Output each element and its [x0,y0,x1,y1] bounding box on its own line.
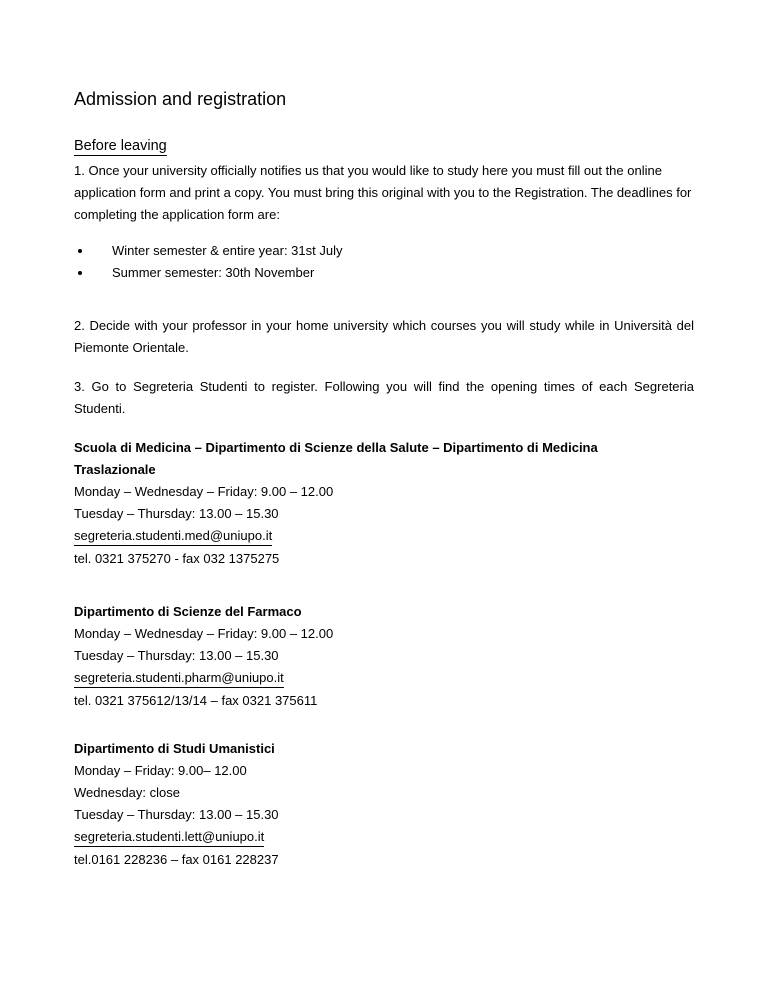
office-email-link[interactable]: segreteria.studenti.med@uniupo.it [74,527,272,546]
office-section-medicina [74,437,674,570]
office-phone: tel.0161 228236 – fax 0161 228237 [74,852,279,867]
step-1-paragraph: 1. Once your university officially notifies us that you would like to study here you must fill out the online application form and print a copy. You must bring this original with you to the Registration. The deadlines for completing the application form are: [74,163,692,222]
office-hours: Tuesday – Thursday: 13.00 – 15.30 [74,648,279,663]
office-phone: tel. 0321 375612/13/14 – fax 0321 375611 [74,693,318,708]
office-email-link[interactable]: segreteria.studenti.pharm@uniupo.it [74,669,284,688]
office-heading: Dipartimento di Scienze del Farmaco [74,604,302,619]
bullet-icon [78,271,82,275]
office-heading: Dipartimento di Studi Umanistici [74,741,275,756]
list-item [74,262,342,284]
office-hours: Monday – Wednesday – Friday: 9.00 – 12.00 [74,626,334,641]
step-3-paragraph: 3. Go to Segreteria Studenti to register. Following you will find the opening times of each Segreteria Studenti. [74,379,694,416]
office-section-farmaco [74,601,674,712]
deadline-list [74,240,342,284]
step-2-paragraph: 2. Decide with your professor in your home university which courses you will study while in Università del Piemonte Orientale. [74,318,694,355]
page-title: Admission and registration [74,89,287,109]
office-hours: Tuesday – Thursday: 13.00 – 15.30 [74,506,279,521]
bullet-icon [78,249,82,253]
deadline-text: Summer semester: 30th November [112,265,315,280]
list-item [74,240,342,262]
office-hours: Monday – Friday: 9.00– 12.00 [74,763,247,778]
office-heading: Scuola di Medicina – Dipartimento di Scienze della Salute – Dipartimento di Medicina Traslazionale [74,440,598,477]
office-section-umanistici [74,738,674,871]
deadline-text: Winter semester & entire year: 31st July [112,243,343,258]
office-phone: tel. 0321 375270 - fax 032 1375275 [74,551,280,566]
office-email-link[interactable]: segreteria.studenti.lett@uniupo.it [74,828,264,847]
office-hours: Monday – Wednesday – Friday: 9.00 – 12.00 [74,484,334,499]
office-hours: Wednesday: close [74,785,180,800]
section-subtitle [74,138,167,154]
office-hours: Tuesday – Thursday: 13.00 – 15.30 [74,807,279,822]
subtitle-text: Before leaving [74,138,167,154]
